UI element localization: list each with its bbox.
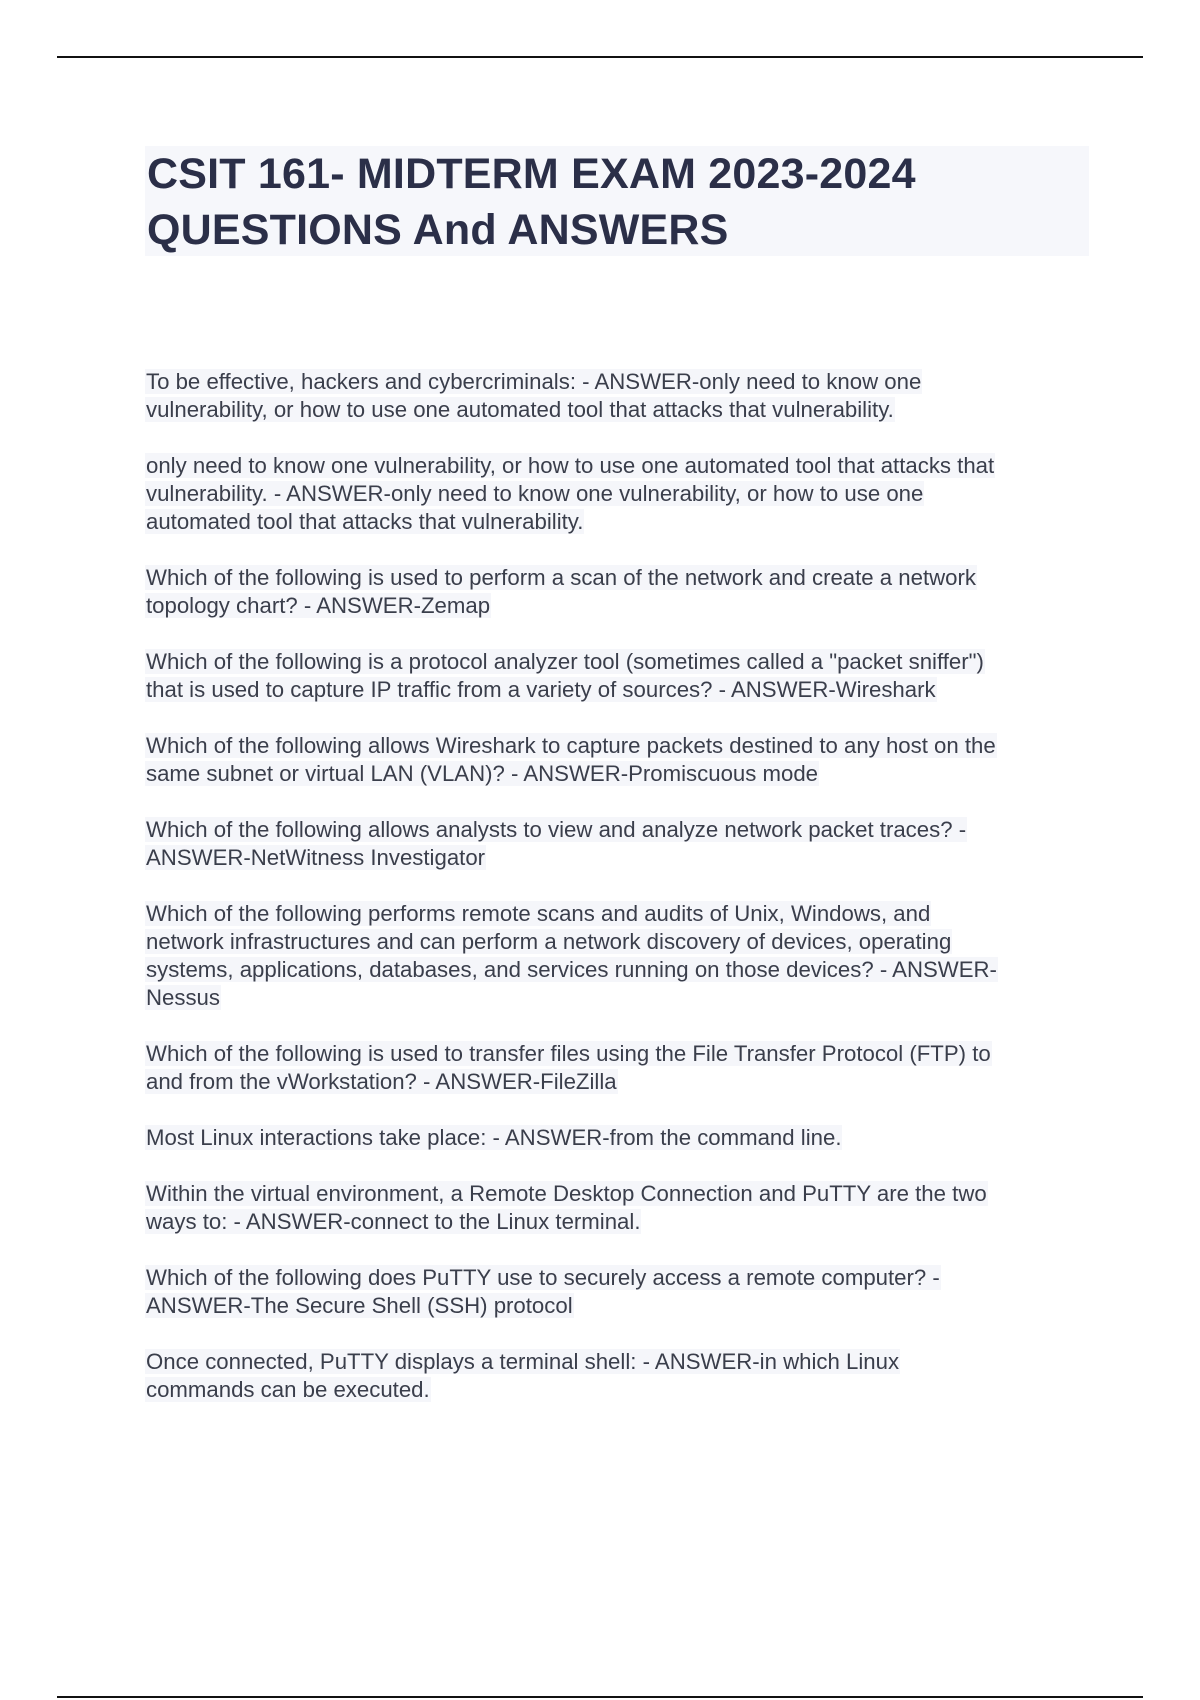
qa-line: ANSWER-NetWitness Investigator bbox=[146, 845, 486, 870]
title-line-2: QUESTIONS And ANSWERS bbox=[147, 206, 729, 254]
qa-item bbox=[145, 900, 1095, 1012]
qa-item bbox=[145, 368, 1095, 424]
qa-line: commands can be executed. bbox=[146, 1377, 430, 1402]
header-rule bbox=[57, 56, 1143, 58]
qa-item bbox=[145, 1180, 1095, 1236]
footer-rule bbox=[57, 1696, 1143, 1698]
qa-line: that is used to capture IP traffic from a variety of sources? - ANSWER-Wireshark bbox=[146, 677, 936, 702]
qa-item bbox=[145, 564, 1095, 620]
qa-line: Which of the following allows Wireshark to capture packets destined to any host on the bbox=[146, 733, 996, 758]
qa-item bbox=[145, 648, 1095, 704]
qa-line: Which of the following performs remote scans and audits of Unix, Windows, and bbox=[146, 901, 931, 926]
qa-line: automated tool that attacks that vulnerability. bbox=[146, 509, 584, 534]
qa-line: Most Linux interactions take place: - ANSWER-from the command line. bbox=[146, 1125, 842, 1150]
qa-line: Which of the following is used to transfer files using the File Transfer Protocol (FTP) to bbox=[146, 1041, 991, 1066]
qa-item bbox=[145, 452, 1095, 536]
title-line-1: CSIT 161- MIDTERM EXAM 2023-2024 bbox=[147, 150, 916, 198]
qa-line: vulnerability. - ANSWER-only need to know one vulnerability, or how to use one bbox=[146, 481, 924, 506]
qa-item bbox=[145, 1124, 1095, 1152]
qa-line: same subnet or virtual LAN (VLAN)? - ANSWER-Promiscuous mode bbox=[146, 761, 819, 786]
qa-item bbox=[145, 816, 1095, 872]
qa-line: Within the virtual environment, a Remote Desktop Connection and PuTTY are the two bbox=[146, 1181, 987, 1206]
qa-line: Which of the following is a protocol analyzer tool (sometimes called a "packet sniffer") bbox=[146, 649, 984, 674]
qa-line: To be effective, hackers and cybercriminals: - ANSWER-only need to know one bbox=[146, 369, 922, 394]
qa-line: network infrastructures and can perform a network discovery of devices, operating bbox=[146, 929, 952, 954]
qa-line: Nessus bbox=[146, 985, 220, 1010]
qa-line: Which of the following is used to perform a scan of the network and create a network bbox=[146, 565, 976, 590]
qa-line: only need to know one vulnerability, or how to use one automated tool that attacks that bbox=[146, 453, 995, 478]
qa-item bbox=[145, 1264, 1095, 1320]
qa-item bbox=[145, 1348, 1095, 1404]
qa-line: and from the vWorkstation? - ANSWER-FileZilla bbox=[146, 1069, 617, 1094]
qa-item bbox=[145, 732, 1095, 788]
qa-list bbox=[145, 368, 1095, 1432]
qa-line: ways to: - ANSWER-connect to the Linux terminal. bbox=[146, 1209, 641, 1234]
title-block bbox=[145, 146, 1089, 256]
qa-line: Which of the following does PuTTY use to securely access a remote computer? - bbox=[146, 1265, 940, 1290]
qa-line: Which of the following allows analysts to view and analyze network packet traces? - bbox=[146, 817, 967, 842]
qa-line: systems, applications, databases, and services running on those devices? - ANSWER- bbox=[146, 957, 997, 982]
qa-item bbox=[145, 1040, 1095, 1096]
qa-line: vulnerability, or how to use one automated tool that attacks that vulnerability. bbox=[146, 397, 894, 422]
qa-line: Once connected, PuTTY displays a terminal shell: - ANSWER-in which Linux bbox=[146, 1349, 900, 1374]
qa-line: topology chart? - ANSWER-Zemap bbox=[146, 593, 491, 618]
qa-line: ANSWER-The Secure Shell (SSH) protocol bbox=[146, 1293, 573, 1318]
page-title bbox=[145, 146, 1089, 258]
